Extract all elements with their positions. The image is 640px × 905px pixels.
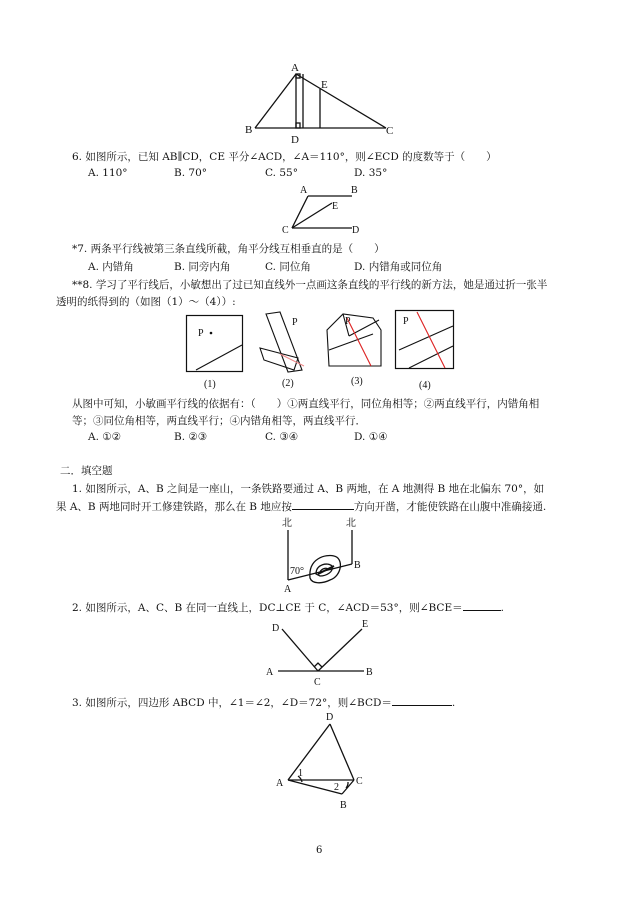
top-label-A: A bbox=[291, 62, 299, 74]
f1-label-A: A bbox=[284, 584, 292, 595]
f2-label-B: B bbox=[366, 667, 373, 678]
top-label-B: B bbox=[245, 124, 253, 136]
q8-text-line1: **8. 学习了平行线后，小敏想出了过已知直线外一点画这条直线的平行线的新方法，她是通过折一张半 bbox=[72, 279, 548, 291]
q8-panel-2-caption: (2) bbox=[282, 378, 294, 389]
f3-label-D: D bbox=[326, 712, 334, 723]
q7-text: *7. 两条平行线被第三条直线所截，角平分线互相垂直的是（ ） bbox=[72, 243, 385, 255]
f3-label-2: 2 bbox=[334, 782, 339, 793]
f3-text-a: 3. 如图所示，四边形 ABCD 中，∠1＝∠2，∠D＝72°，则∠BCD＝ bbox=[72, 697, 392, 709]
f2-label-A: A bbox=[266, 667, 274, 678]
q6-label-B: B bbox=[351, 185, 358, 196]
q7-option-b: B. 同旁内角 bbox=[174, 261, 231, 273]
f1-text-line1: 1. 如图所示，A、B 之间是一座山，一条铁路要通过 A、B 两地，在 A 地测得 B 地在北偏东 70°，如 bbox=[72, 483, 545, 495]
q8-panel-1 bbox=[186, 315, 246, 395]
q8-option-a: A. ①② bbox=[88, 431, 122, 443]
f3-figure bbox=[268, 712, 378, 812]
q8-panel-3-caption: (3) bbox=[351, 376, 363, 387]
q6-text: 6. 如图所示，已知 AB∥CD，CE 平分∠ACD，∠A＝110°，则∠ECD 的度数等于（ ） bbox=[72, 151, 497, 163]
f2-label-C: C bbox=[314, 677, 321, 688]
q7-option-c: C. 同位角 bbox=[265, 261, 311, 273]
q8-panel-2-p: P bbox=[292, 317, 298, 328]
f1-north-right: 北 bbox=[346, 518, 356, 529]
q8-panel-4-p: P bbox=[403, 316, 409, 327]
q8-panel-3-p: P bbox=[345, 316, 351, 327]
q8-option-b: B. ②③ bbox=[174, 431, 208, 443]
f3-text-b: . bbox=[451, 697, 456, 709]
f2-answer-blank[interactable] bbox=[463, 599, 501, 611]
f1-figure bbox=[270, 514, 380, 598]
q7-option-a: A. 内错角 bbox=[88, 261, 134, 273]
q8-panel-4 bbox=[395, 310, 459, 395]
q6-option-c: C. 55° bbox=[265, 167, 298, 179]
q6-label-D: D bbox=[352, 225, 360, 236]
q8-panel-1-p: P bbox=[198, 328, 204, 339]
f2-text-a: 2. 如图所示，A、C、B 在同一直线上，DC⊥CE 于 C，∠ACD＝53°，则∠BCE＝ bbox=[72, 602, 463, 614]
q8-panel-2 bbox=[258, 310, 318, 395]
f3-text bbox=[72, 694, 455, 711]
f1-text-line2 bbox=[56, 498, 546, 515]
page-number: 6 bbox=[316, 845, 323, 856]
section-title-fill-in: 二．填空题 bbox=[60, 465, 113, 477]
f2-label-D: D bbox=[272, 623, 280, 634]
f3-label-A: A bbox=[276, 778, 284, 789]
f2-text bbox=[72, 599, 504, 616]
q6-label-E: E bbox=[332, 201, 339, 212]
q8-body-line1: 从图中可知，小敏画平行线的依据有：（ ）①两直线平行，同位角相等；②两直线平行，内错角相 bbox=[72, 398, 540, 410]
q8-text-line2: 透明的纸得到的（如图（1）～（4））: bbox=[56, 296, 236, 308]
q8-panel-3 bbox=[325, 310, 385, 395]
top-label-D: D bbox=[291, 134, 299, 146]
q6-label-C: C bbox=[282, 225, 289, 236]
q6-option-a: A. 110° bbox=[88, 167, 128, 179]
q6-label-A: A bbox=[300, 185, 308, 196]
q6-option-b: B. 70° bbox=[174, 167, 208, 179]
f1-text-line2b: 方向开凿，才能使铁路在山腹中准确接通. bbox=[353, 501, 547, 513]
top-triangle-figure bbox=[240, 60, 400, 150]
q8-option-d: D. ①④ bbox=[354, 431, 388, 443]
f3-label-B: B bbox=[340, 800, 347, 811]
f2-text-b: . bbox=[500, 602, 504, 614]
q8-option-c: C. ③④ bbox=[265, 431, 299, 443]
f1-text-line2a: 果 A、B 两地同时开工修建铁路，那么在 B 地应按 bbox=[56, 501, 292, 513]
f2-label-E: E bbox=[362, 619, 369, 630]
q8-panel-4-caption: (4) bbox=[419, 380, 431, 391]
f1-answer-blank[interactable] bbox=[292, 498, 354, 510]
f1-label-B: B bbox=[354, 560, 361, 571]
q8-panel-1-caption: (1) bbox=[204, 379, 216, 390]
top-label-E: E bbox=[321, 79, 328, 91]
q8-body-line2: 等；③同位角相等，两直线平行；④内错角相等，两直线平行． bbox=[72, 415, 366, 427]
f2-figure bbox=[262, 615, 392, 695]
top-label-C: C bbox=[386, 125, 394, 137]
f3-answer-blank[interactable] bbox=[392, 694, 452, 706]
q7-option-d: D. 内错角或同位角 bbox=[354, 261, 443, 273]
f3-label-C: C bbox=[356, 776, 363, 787]
q6-figure bbox=[280, 183, 390, 238]
f3-label-1: 1 bbox=[298, 768, 303, 779]
q6-option-d: D. 35° bbox=[354, 167, 388, 179]
f1-angle-label: 70° bbox=[290, 566, 304, 577]
f1-north-left: 北 bbox=[282, 518, 292, 529]
